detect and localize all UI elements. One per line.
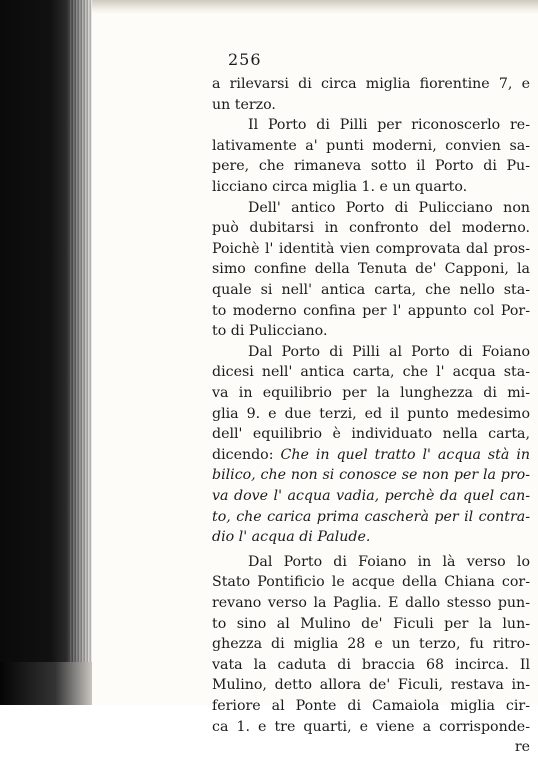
text-line: to di Pulicciano. [212, 323, 328, 340]
page-number: 256 [228, 50, 262, 69]
text-line: Mulino, detto allora de' Ficuli, restava in- [212, 677, 530, 694]
text-line: ca 1. e tre quarti, e viene a corrisponde- [212, 718, 530, 735]
text-line: simo confine della Tenuta de' Capponi, la [212, 261, 530, 278]
text-line: Poichè l' identità vien comprovata dal pros- [212, 240, 530, 257]
text-line: va dove l' acqua vadia, perchè da quel can- [212, 488, 530, 504]
text-line: pere, che rimaneva sotto il Porto di Pu- [212, 158, 530, 175]
text-line: un terzo. [212, 96, 276, 113]
text-line: vata la caduta di braccia 68 incirca. Il [212, 656, 530, 673]
text-italic: Che in quel tratto l' acqua stà in [273, 446, 530, 463]
text-line: può dubitarsi in confronto del moderno. [212, 220, 530, 237]
text-line: Dell' antico Porto di Pulicciano non [248, 199, 530, 216]
text-line: re [514, 739, 530, 756]
text-line: feriore al Ponte di Camaiola miglia cir- [212, 698, 530, 714]
page-edges [70, 0, 92, 705]
text-line: dicesi nell' antica carta, che l' acqua sta- [212, 364, 530, 381]
text-line: a rilevarsi di circa miglia fiorentine 7, e [212, 76, 530, 92]
text-line: licciano circa miglia 1. e un quarto. [212, 179, 468, 195]
text-line: Dal Porto di Foiano in là verso lo [248, 553, 530, 570]
text-line: glia 9. e due terzi, ed il punto medesimo [212, 405, 530, 422]
binding-shadow-bottom [0, 662, 92, 705]
text-roman: dicendo: [212, 446, 274, 463]
text-line: revano verso la Paglia. E dallo stesso pun- [212, 595, 530, 611]
text-line: ghezza di miglia 28 e un terzo, fu ritro- [212, 636, 530, 653]
text-line [212, 445, 530, 465]
top-edge-shadow [92, 0, 538, 14]
text-line: to sino al Mulino de' Ficuli per la lun- [212, 615, 530, 632]
text-line: Stato Pontificio le acque della Chiana cor- [212, 574, 530, 591]
text-line: quale si nell' antica carta, che nello sta- [212, 282, 530, 298]
text-line: bilico, che non si conosce se non per la pro- [212, 467, 530, 484]
text-line: lativamente a' punti moderni, convien sa- [212, 137, 530, 154]
text-line: va in equilibrio per la lunghezza di mi- [212, 385, 530, 401]
text-line: to moderno confina per l' appunto col Por- [212, 302, 530, 319]
text-line: Dal Porto di Pilli al Porto di Foiano [248, 343, 530, 360]
text-line: dio l' acqua di Palude. [212, 529, 371, 546]
text-line: to, che carica prima cascherà per il contra- [212, 508, 530, 525]
text-line: dell' equilibrio è individuato nella carta, [212, 426, 530, 443]
text-line: Il Porto di Pilli per riconoscerlo re- [248, 117, 530, 134]
